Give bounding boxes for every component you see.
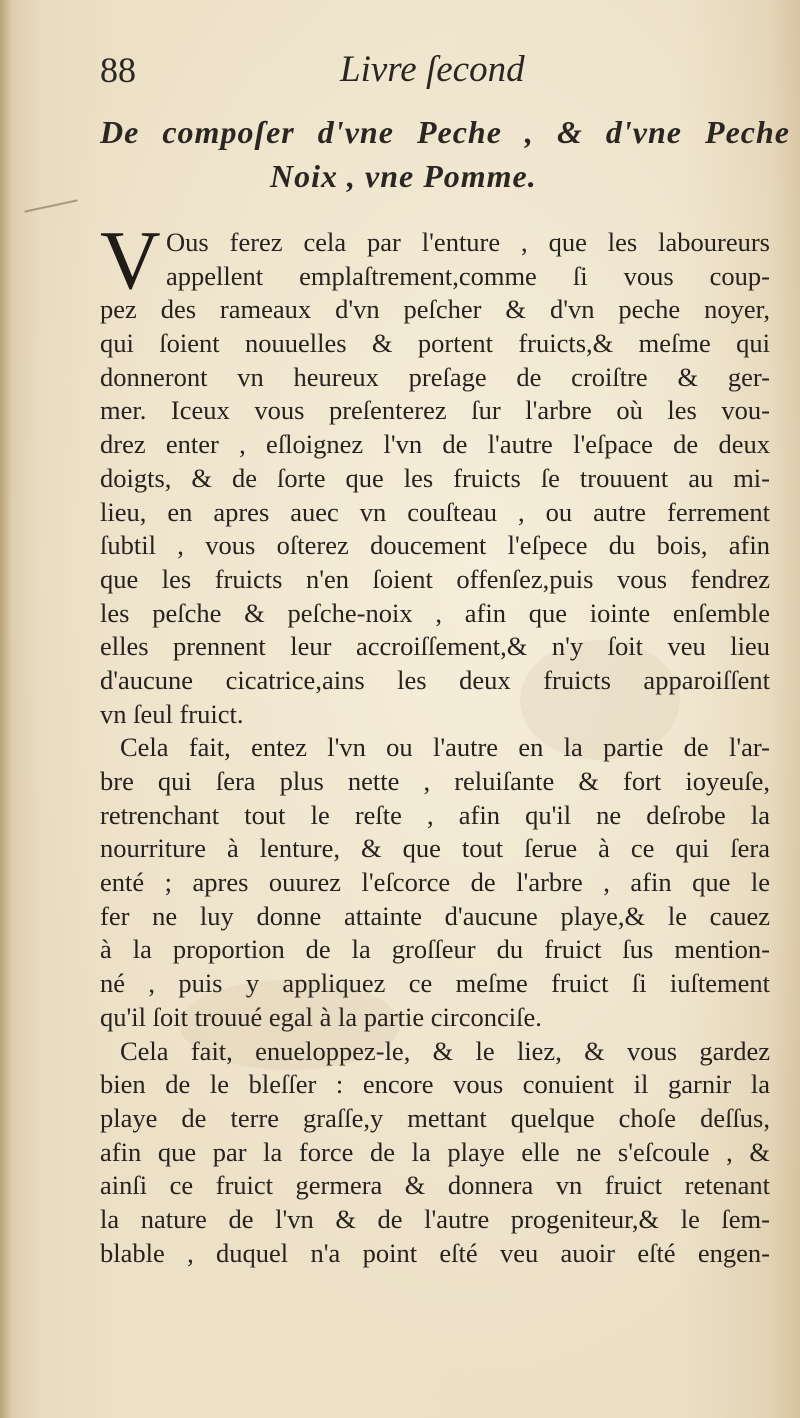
text-line: à la proportion de la groſſeur du fruict ſus mention- (100, 934, 770, 965)
text-line: lieu, en apres auec vn couſteau , ou autre ferrement (100, 496, 770, 527)
chapter-heading-line: De compoſer d'vne Peche , & d'vne Peche (100, 114, 790, 150)
text-line: drez enter , eſloignez l'vn de l'autre l'eſpace de deux (100, 429, 770, 460)
text-line: qu'il ſoit trouué egal à la partie circonciſe. (100, 1001, 542, 1032)
text-line: Cela fait, entez l'vn ou l'autre en la partie de l'ar- (120, 732, 770, 763)
page-gutter-shadow (0, 0, 12, 1418)
text-line: bre qui ſera plus nette , reluiſante & fort ioyeuſe, (100, 766, 770, 796)
text-line: blable , duquel n'a point eſté veu auoir eſté engen- (100, 1237, 770, 1268)
text-line: ſubtil , vous oſterez doucement l'eſpece du bois, afin (100, 530, 770, 561)
text-line: mer. Iceux vous preſenterez ſur l'arbre où les vou- (100, 395, 770, 426)
text-line: la nature de l'vn & de l'autre progeniteur,& le ſem- (100, 1203, 770, 1234)
text-line: nourriture à lenture, & que tout ſerue à ce qui ſera (100, 833, 770, 864)
text-line: Ous ferez cela par l'enture , que les laboureurs (166, 227, 770, 257)
text-line: vn ſeul fruict. (100, 698, 244, 729)
running-head (100, 50, 780, 90)
drop-capital: V (100, 214, 161, 307)
margin-pencil-mark (24, 199, 77, 212)
text-line: d'aucune cicatrice,ains les deux fruicts apparoiſſent (100, 664, 770, 695)
text-line: retrenchant tout le reſte , afin qu'il ne deſrobe la (100, 799, 770, 830)
chapter-heading (100, 110, 790, 198)
text-line: afin que par la force de la playe elle ne s'eſcoule , & (100, 1136, 770, 1167)
running-title: Livre ſecond (340, 49, 525, 90)
text-line: né , puis y appliquez ce meſme fruict ſi iuſtement (100, 968, 770, 999)
text-line: qui ſoient nouuelles & portent fruicts,& meſme qui (100, 328, 770, 359)
text-line: ainſi ce fruict germera & donnera vn fruict retenant (100, 1170, 770, 1201)
page-number: 88 (100, 50, 136, 90)
body-text (100, 226, 770, 1270)
chapter-heading-line: Noix , vne Pomme. (270, 158, 537, 194)
text-line: les peſche & peſche-noix , afin que iointe enſemble (100, 597, 770, 628)
text-line: pez des rameaux d'vn peſcher & d'vn peche noyer, (100, 294, 770, 325)
text-line: fer ne luy donne attainte d'aucune playe,& le cauez (100, 900, 770, 931)
text-line: playe de terre graſſe,y mettant quelque choſe deſſus, (100, 1102, 770, 1133)
text-line: Cela fait, enueloppez-le, & le liez, & vous gardez (120, 1035, 770, 1066)
text-line: bien de le bleſſer : encore vous conuient il garnir la (100, 1069, 770, 1100)
text-line: que les fruicts n'en ſoient offenſez,puis vous fendrez (100, 563, 770, 594)
text-line: elles prennent leur accroiſſement,& n'y ſoit veu lieu (100, 631, 770, 662)
text-line: enté ; apres ouurez l'eſcorce de l'arbre , afin que le (100, 867, 770, 898)
text-line: appellent emplaſtrement,comme ſi vous coup- (166, 260, 770, 291)
text-line: doigts, & de ſorte que les fruicts ſe trouuent au mi- (100, 462, 770, 493)
text-line: donneront vn heureux preſage de croiſtre & ger- (100, 361, 770, 392)
